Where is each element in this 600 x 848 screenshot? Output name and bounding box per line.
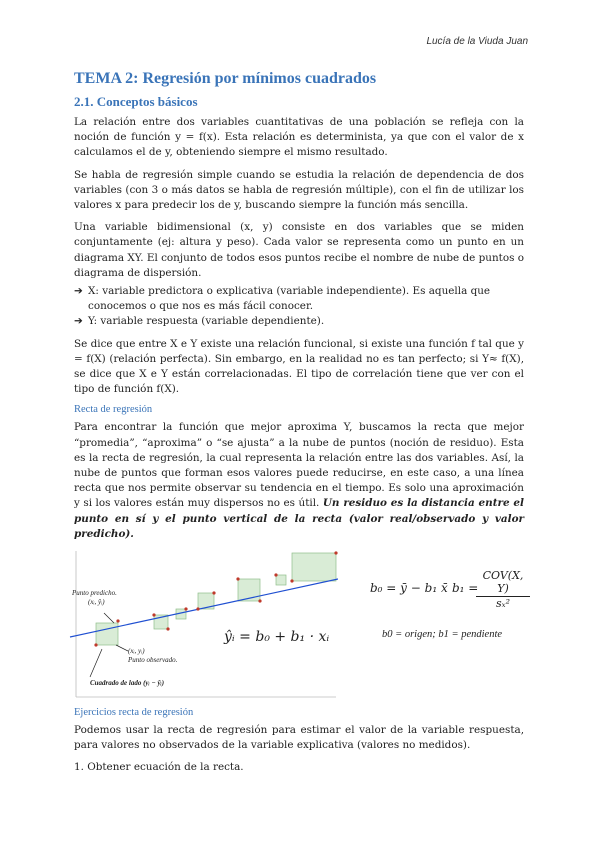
bullet-x: ➔ X: variable predictora o explicativa (variable independiente). Es aquella que conocemos o que nos es más fácil conocer.	[74, 285, 491, 313]
residuo-definition: Un residuo es la distancia entre el punto en sí y el punto vertical de la recta (valor real/observado y valor predicho).	[74, 497, 524, 540]
arrow-icon: ➔	[74, 315, 83, 328]
label-cuadrado: Cuadrado de lado (yᵢ − ŷᵢ)	[90, 679, 165, 688]
residual-square	[292, 553, 336, 581]
formula-b0: b₀ = ȳ − b₁ x̄	[370, 581, 448, 596]
label-observado-coord: (xᵢ, yᵢ)	[128, 647, 145, 656]
label-punto-predicho: Punto predicho.	[72, 589, 117, 598]
label-punto-observado: Punto observado.	[128, 656, 178, 665]
document-body	[74, 70, 524, 783]
formula-b1-lhs: b₁ =	[452, 581, 479, 596]
paragraph-regresion-simple: Se habla de regresión simple cuando se estudia la relación de dependencia de dos variables (con 3 o más datos se habla de regresión múltiple), con el fin de utilizar los valores x para predecir los de y, buscando siempre la función más sencilla.	[74, 168, 524, 212]
page-title: TEMA 2: Regresión por mínimos cuadrados	[74, 70, 377, 87]
subsection-ejercicios: Ejercicios recta de regresión	[74, 707, 194, 719]
formula-legend: b0 = origen; b1 = pendiente	[382, 629, 503, 641]
paragraph-funcion: La relación entre dos variables cuantitativas de una población se refleja con la noción de función y = f(x). Esta relación es determinista, ya que con el valor de x calculamos el de y, obteniendo siempre el mismo resultado.	[74, 116, 524, 159]
paragraph-recta: Para encontrar la función que mejor aproxima Y, buscamos la recta que mejor “promedia”, “aproxima” o “se ajusta” a la nube de puntos (noción de residuo). Esta es la recta de regresión, la cual representa la relación entre las dos variables. Así, la nube de puntos que forman esos valores puede reducirse, en este caso, a una línea recta que nos permite observar su tendencia en el tiempo. Es solo una aproximación y si los valores están muy dispersos no es útil. Un residuo es la distancia entre el punto en sí y el punto vertical de la recta (valor real/observado y valor predicho).	[74, 421, 524, 540]
author-name: Lucía de la Viuda Juan	[426, 36, 528, 47]
bullet-y: ➔ Y: variable respuesta (variable dependiente).	[74, 314, 524, 329]
section-heading: 2.1. Conceptos básicos	[74, 94, 198, 109]
paragraph-variable-bidimensional: Una variable bidimensional (x, y) consiste en dos variables que se miden conjuntamente (ej: altura y peso). Cada valor se representa como un punto en un diagrama XY. El conjunto de todos esos puntos recibe el nombre de nube de puntos o diagrama de dispersión.	[74, 221, 524, 279]
arrow-icon: ➔	[74, 285, 83, 298]
residual-square	[276, 575, 286, 585]
paragraph-estimacion: Podemos usar la recta de regresión para estimar el valor de la variable respuesta, para valores no observados de la variable explicativa (valores no medidos).	[74, 724, 524, 752]
paragraph-relacion-funcional: Se dice que entre X e Y existe una relación funcional, si existe una función f tal que y = f(X) (relación perfecta). Sin embargo, en la realidad no es tan perfecto; si Y≈ f(X), se dice que X e Y están correlacionadas. El tipo de correlación tiene que ver con el tipo de función f(X).	[74, 337, 524, 396]
residual-square	[96, 623, 118, 645]
regression-equation: ŷᵢ = b₀ + b₁ · xᵢ	[224, 629, 330, 646]
paragraph-paso-1: 1. Obtener ecuación de la recta.	[74, 761, 244, 774]
formula-b1-denominator: sₓ²	[496, 597, 510, 611]
subsection-recta-regresion: Recta de regresión	[74, 404, 153, 416]
regression-figure	[74, 549, 524, 701]
formula-b1-fraction	[476, 569, 530, 610]
formula-b1-numerator: COV(X, Y)	[476, 569, 530, 597]
label-punto-predicho-coord: (xᵢ, ŷᵢ)	[88, 598, 105, 607]
